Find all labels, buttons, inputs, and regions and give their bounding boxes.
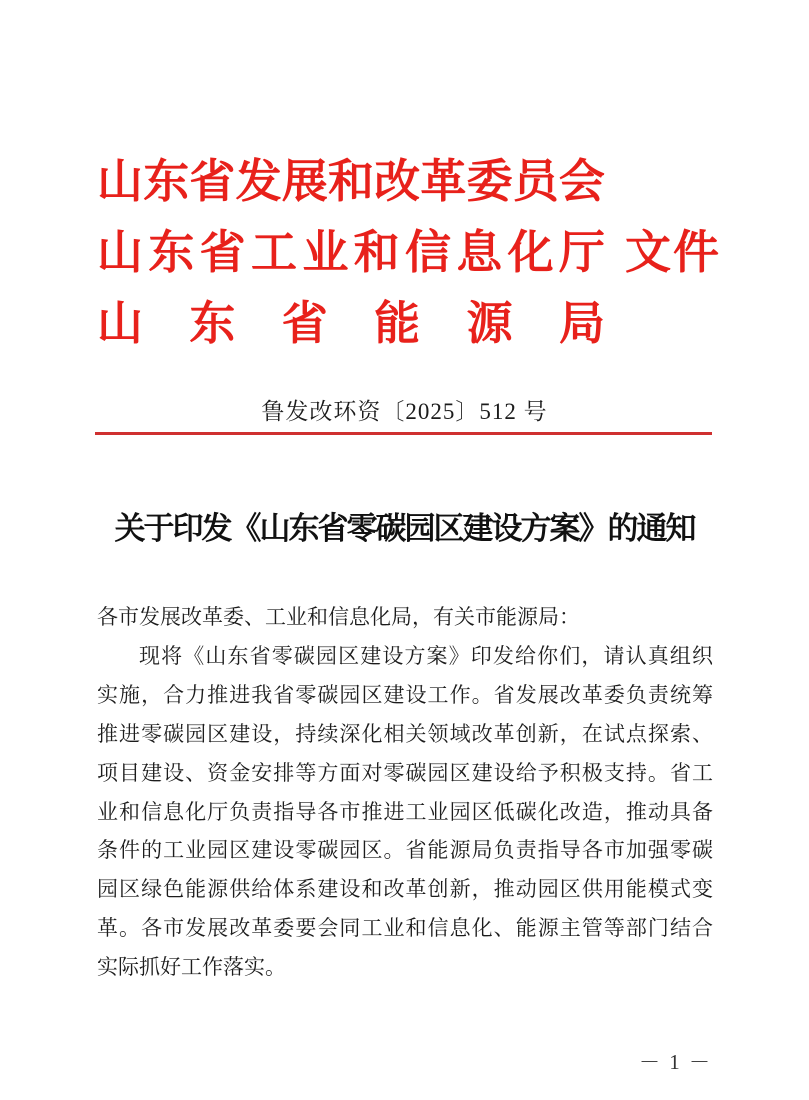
red-divider-line [95,432,712,435]
red-letterhead [97,146,721,359]
body-paragraph [97,598,713,987]
body-line: 条件的工业园区建设零碳园区。省能源局负责指导各市加强零碳 [97,838,713,863]
body-line: 园区绿色能源供给体系建设和改革创新，推动园区供用能模式变 [97,877,713,902]
body-lines-container [97,637,713,987]
agency-name-column [97,146,605,359]
body-line: 现将《山东省零碳园区建设方案》印发给你们，请认真组织 [139,643,713,668]
body-line: 革。各市发展改革委要会同工业和信息化、能源主管等部门结合 [97,916,713,941]
body-line: 推进零碳园区建设，持续深化相关领域改革创新，在试点探索、 [97,721,713,746]
body-line: 实施，合力推进我省零碳园区建设工作。省发展改革委负责统筹 [97,682,713,707]
agency-name-line-1: 山 东 省 发 展 和 改 革 委 员 会 [97,156,605,207]
agency-name-line-3: 山 东 省 能 源 局 [97,298,605,349]
salutation-line: 各市发展改革委、工业和信息化局，有关市能源局： [97,605,580,629]
page-number: － 1 － [639,1050,712,1074]
doc-type-label: 文件 [625,227,721,278]
body-line: 项目建设、资金安排等方面对零碳园区建设给予积极支持。省工 [97,760,713,785]
body-line: 业和信息化厅负责指导各市推进工业园区低碳化改造，推动具备 [97,799,713,824]
document-number: 鲁发改环资〔2025〕512 号 [261,399,548,424]
body-line: 实际抓好工作落实。 [97,955,286,980]
agency-name-line-2: 山 东 省 工 业 和 信 息 化 厅 [97,227,605,278]
document-title: 关于印发《山东省零碳园区建设方案》的通知 [114,511,695,546]
